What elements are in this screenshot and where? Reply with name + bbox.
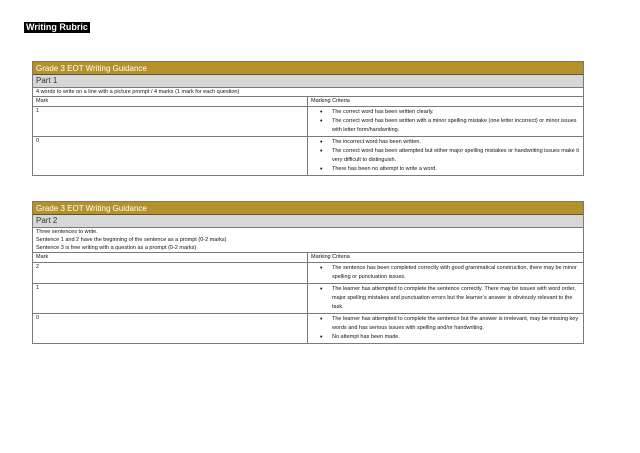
criteria-list: [318, 285, 579, 312]
criteria-item: • The correct word has been attempted but either major spelling mistakes or handwriting issues make it very difficult to distinguish.: [332, 147, 579, 165]
criteria-list: [318, 315, 579, 342]
instructions: [33, 228, 583, 253]
table-row: [33, 263, 583, 284]
criteria-item: • The correct word has been written with a minor spelling mistake (one letter incorrect) or minor issues with letter form/handwriting.: [332, 117, 579, 135]
criteria-cell: [308, 284, 583, 313]
criteria-cell: [308, 314, 583, 343]
instruction-line: Sentence 3 is free writing with a question as a prompt (0-2 marks): [36, 245, 197, 251]
table-row: [33, 107, 583, 137]
mark-value: 1: [33, 107, 308, 136]
criteria-cell: [308, 263, 583, 283]
table-row: [33, 284, 583, 314]
criteria-item: • The sentence has been completed correctly with good grammatical construction, there may be minor spelling or punctuation issues.: [332, 264, 579, 282]
rubric-table-part-2: [32, 201, 584, 344]
criteria-cell: [308, 137, 583, 175]
mark-value: 2: [33, 263, 308, 283]
mark-value: 1: [33, 284, 308, 313]
criteria-item: • No attempt has been made.: [332, 333, 579, 342]
criteria-item: • The incorrect word has been written.: [332, 138, 579, 147]
criteria-list: [318, 108, 579, 135]
mark-column-header: Mark: [33, 97, 308, 106]
table-header: Grade 3 EOT Writing Guidance: [33, 202, 583, 215]
instruction-line: Three sentences to write.: [36, 229, 98, 235]
criteria-item: • The correct word has been written clearly.: [332, 108, 579, 117]
part-label: Part 2: [33, 215, 583, 228]
table-row: [33, 137, 583, 175]
criteria-item: • The learner has attempted to complete the sentence but the answer is irrelevant, may be missing key words and has serious issues with spelling and/or handwriting.: [332, 315, 579, 333]
column-header-row: [33, 97, 583, 107]
instruction-line: Sentence 1 and 2 have the beginning of the sentence as a prompt (0-2 marks): [36, 237, 227, 243]
criteria-item: • The learner has attempted to complete the sentence correctly. There may be issues with word order, major spelling mistakes and punctuation errors but the learner’s answer is obviously relevant to the task.: [332, 285, 579, 312]
column-header-row: [33, 253, 583, 263]
criteria-column-header: Marking Criteria: [311, 254, 350, 260]
document-title: Writing Rubric: [26, 22, 88, 32]
rubric-table-part-1: [32, 61, 584, 176]
mark-value: 0: [33, 314, 308, 343]
instructions: [33, 88, 583, 97]
criteria-cell: [308, 107, 583, 136]
criteria-list: [318, 138, 579, 174]
mark-column-header: Mark: [33, 253, 308, 262]
criteria-list: [318, 264, 579, 282]
instruction-line: 4 words to write on a line with a picture prompt / 4 marks (1 mark for each question): [36, 89, 240, 95]
part-label: Part 1: [33, 75, 583, 88]
table-row: [33, 314, 583, 343]
criteria-column-header: Marking Criteria: [311, 98, 350, 104]
criteria-item: • There has been no attempt to write a word.: [332, 165, 579, 174]
mark-value: 0: [33, 137, 308, 175]
table-header: Grade 3 EOT Writing Guidance: [33, 62, 583, 75]
